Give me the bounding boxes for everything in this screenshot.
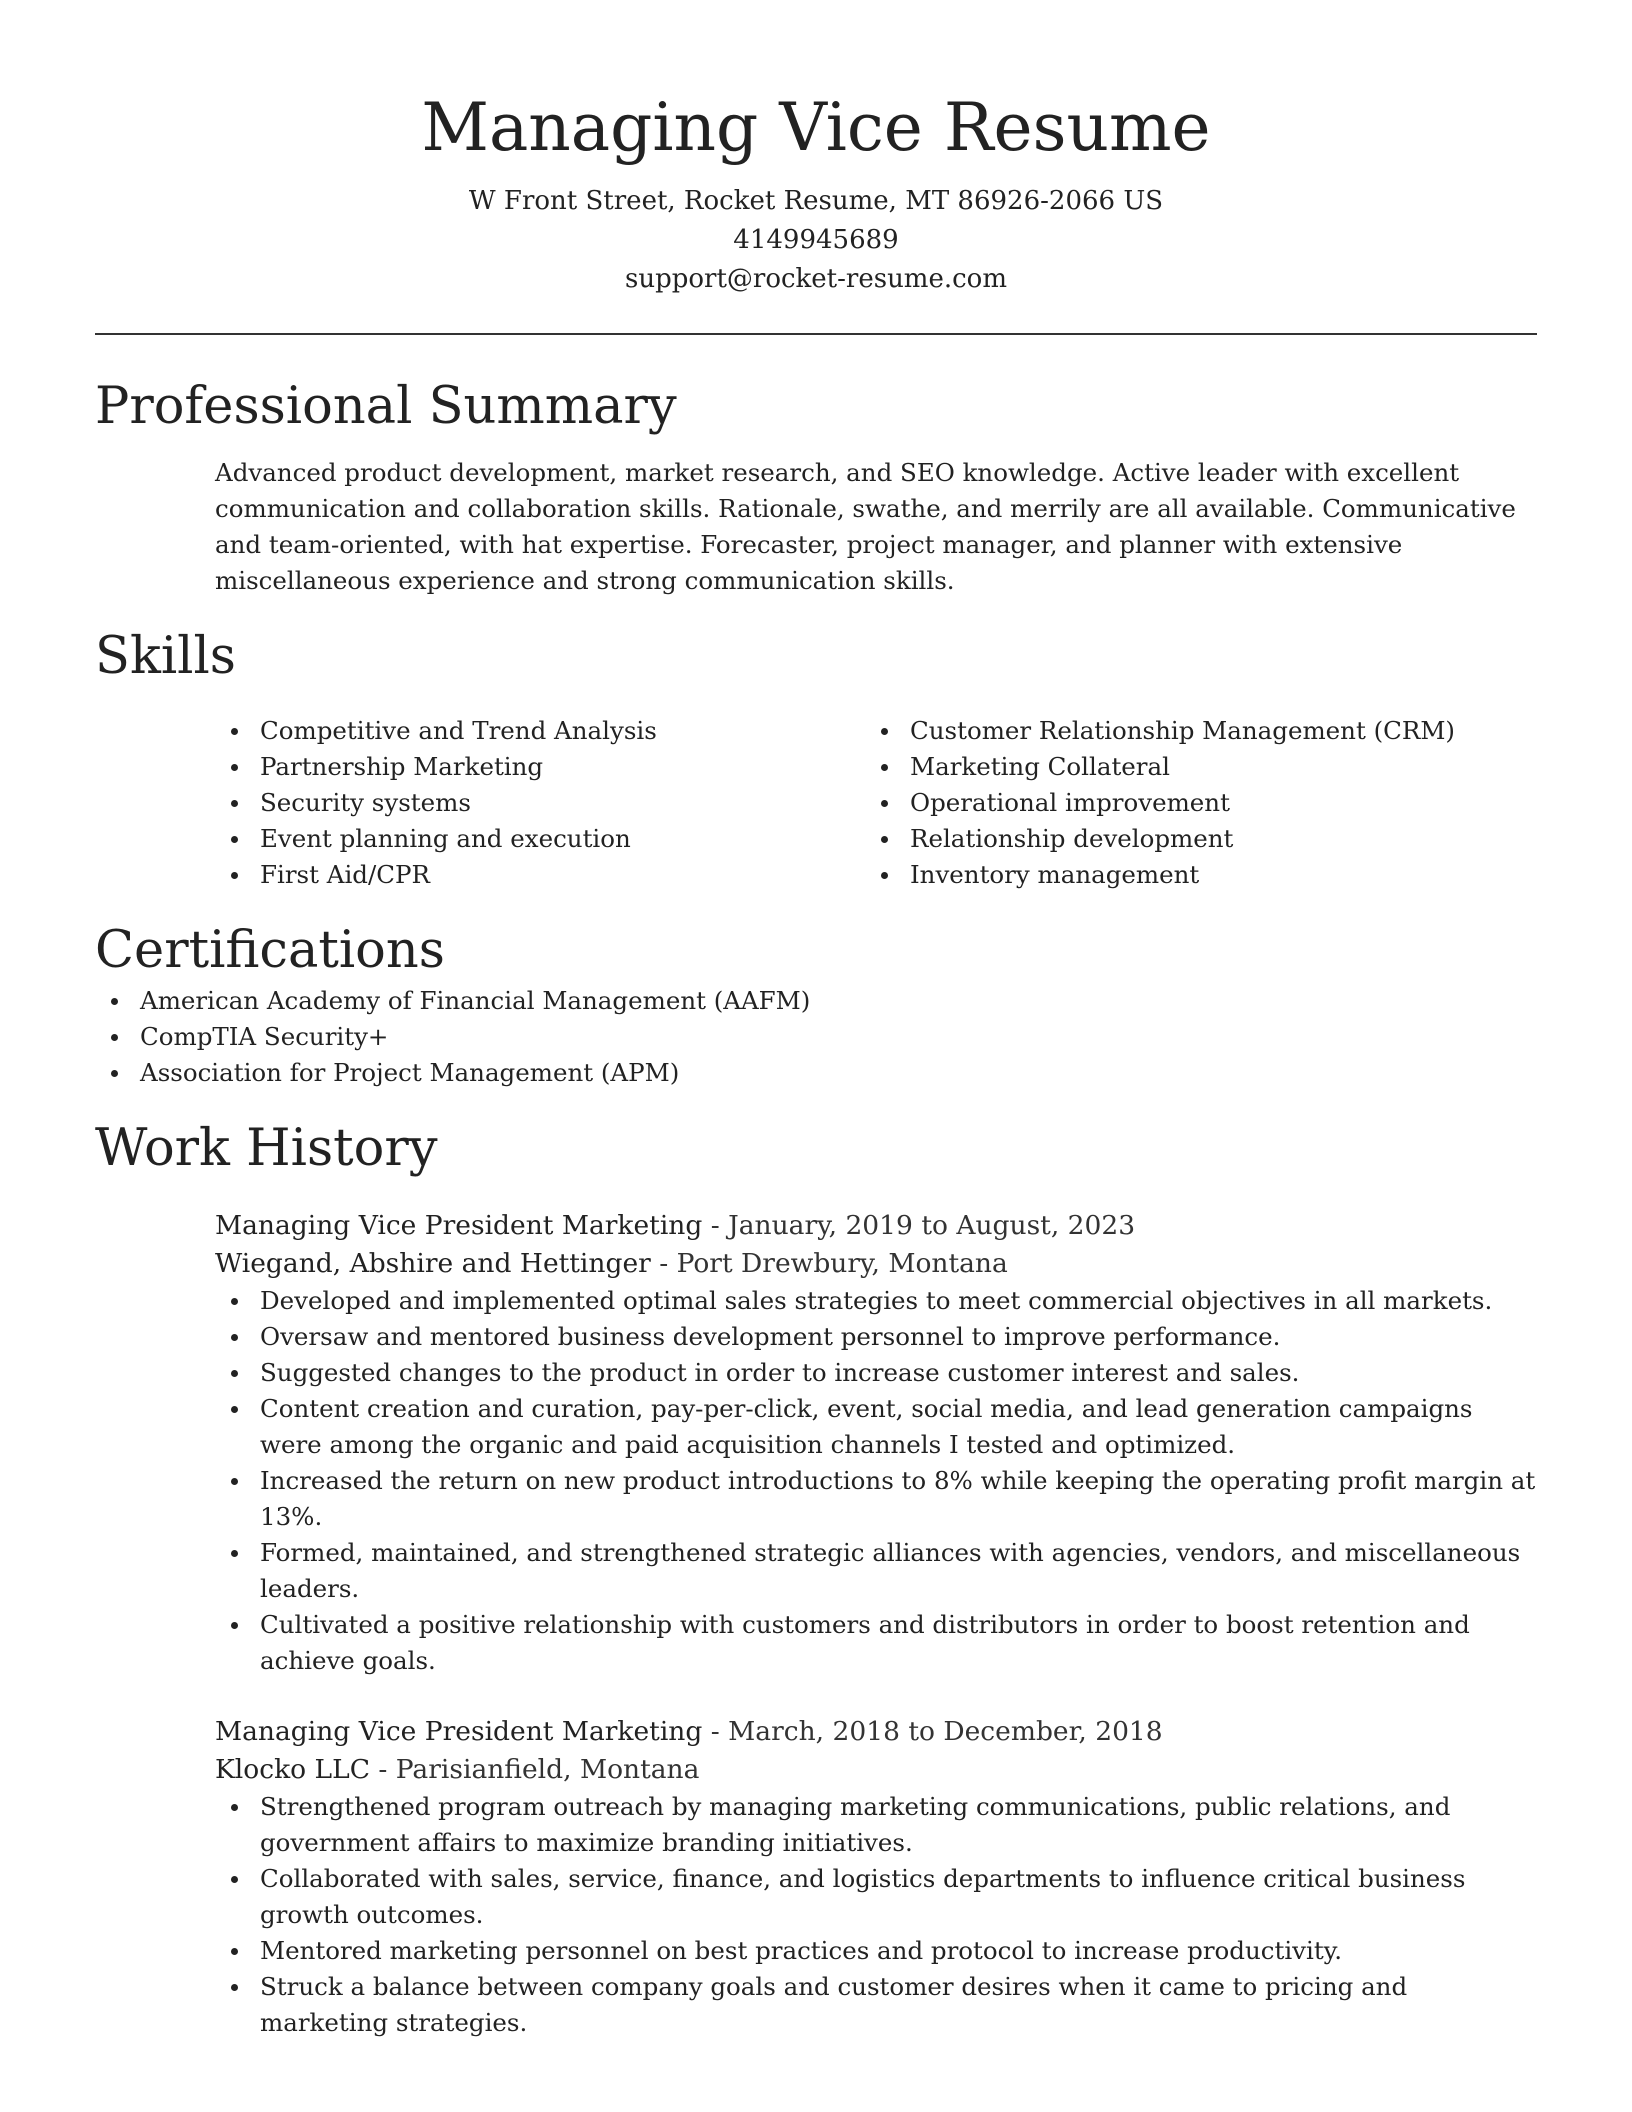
certification-item: CompTIA Security+ bbox=[95, 1019, 1537, 1055]
skill-item: Event planning and execution bbox=[215, 821, 865, 857]
job-role: Managing Vice President Marketing bbox=[215, 1716, 703, 1747]
job-company: Wiegand, Abshire and Hettinger bbox=[215, 1248, 651, 1279]
certification-item: Association for Project Management (APM) bbox=[95, 1055, 1537, 1091]
header-divider bbox=[95, 333, 1537, 335]
job-bullet: Oversaw and mentored business development personnel to improve performance. bbox=[215, 1319, 1537, 1355]
job-role: Managing Vice President Marketing bbox=[215, 1210, 703, 1241]
job-title-line bbox=[215, 1207, 1537, 1245]
job-bullet: Mentored marketing personnel on best practices and protocol to increase productivity. bbox=[215, 1933, 1537, 1969]
skill-item: Security systems bbox=[215, 785, 865, 821]
skill-item: First Aid/CPR bbox=[215, 857, 865, 893]
contact-email: support@rocket-resume.com bbox=[624, 264, 1007, 294]
skills-heading: Skills bbox=[95, 627, 236, 686]
job-bullet: Collaborated with sales, service, finance, and logistics departments to influence critical business growth outcomes. bbox=[215, 1861, 1537, 1933]
skill-item: Relationship development bbox=[865, 821, 1515, 857]
skills-column-right bbox=[865, 713, 1515, 893]
skill-item: Customer Relationship Management (CRM) bbox=[865, 713, 1515, 749]
work-history-heading: Work History bbox=[95, 1119, 438, 1178]
job-title-line bbox=[215, 1713, 1537, 1751]
resume-name: Managing Vice Resume bbox=[421, 89, 1211, 166]
skills-grid bbox=[215, 713, 1537, 893]
job-bullet: Formed, maintained, and strengthened strategic alliances with agencies, vendors, and miscellaneous leaders. bbox=[215, 1535, 1537, 1607]
contact-address: W Front Street, Rocket Resume, MT 86926-2066 US bbox=[468, 186, 1164, 216]
job-company-line bbox=[215, 1245, 1537, 1283]
job-company: Klocko LLC bbox=[215, 1754, 370, 1785]
skill-item: Marketing Collateral bbox=[865, 749, 1515, 785]
skill-item: Inventory management bbox=[865, 857, 1515, 893]
certifications-section bbox=[95, 919, 1537, 1091]
resume-header bbox=[95, 0, 1537, 299]
skill-item: Partnership Marketing bbox=[215, 749, 865, 785]
skills-section bbox=[95, 625, 1537, 893]
summary-text: Advanced product development, market research, and SEO knowledge. Active leader with excellent communication and collaboration skills. Rationale, swathe, and merrily are all available. Communicative and team-oriented, with hat expertise. Forecaster, project manager, and planner with extensive miscellaneous experience and strong communication skills. bbox=[215, 458, 1516, 595]
contact-phone: 4149945689 bbox=[733, 225, 899, 255]
job-dates: - January, 2019 to August, 2023 bbox=[702, 1210, 1136, 1241]
job-bullet: Cultivated a positive relationship with customers and distributors in order to boost retention and achieve goals. bbox=[215, 1607, 1537, 1679]
skills-column-left bbox=[215, 713, 865, 893]
job-location: - Parisianfield, Montana bbox=[369, 1754, 700, 1785]
skill-item: Competitive and Trend Analysis bbox=[215, 713, 865, 749]
certification-item: American Academy of Financial Management (AAFM) bbox=[95, 983, 1537, 1019]
summary-section bbox=[95, 375, 1537, 599]
skill-item: Operational improvement bbox=[865, 785, 1515, 821]
certifications-list bbox=[95, 983, 1537, 1091]
job-bullet: Suggested changes to the product in order to increase customer interest and sales. bbox=[215, 1355, 1537, 1391]
job-entry bbox=[215, 1207, 1537, 1679]
job-bullet: Developed and implemented optimal sales strategies to meet commercial objectives in all markets. bbox=[215, 1283, 1537, 1319]
summary-heading: Professional Summary bbox=[95, 377, 677, 436]
skills-list-right bbox=[865, 713, 1515, 893]
job-bullet: Increased the return on new product introductions to 8% while keeping the operating profit margin at 13%. bbox=[215, 1463, 1537, 1535]
job-bullet-list bbox=[215, 1789, 1537, 2041]
skills-list-left bbox=[215, 713, 865, 893]
contact-block bbox=[95, 182, 1537, 299]
job-location: - Port Drewbury, Montana bbox=[650, 1248, 1008, 1279]
certifications-heading: Certifications bbox=[95, 921, 445, 980]
job-bullet: Strengthened program outreach by managing marketing communications, public relations, and government affairs to maximize branding initiatives. bbox=[215, 1789, 1537, 1861]
job-bullet: Struck a balance between company goals and customer desires when it came to pricing and marketing strategies. bbox=[215, 1969, 1537, 2041]
job-company-line bbox=[215, 1751, 1537, 1789]
job-dates: - March, 2018 to December, 2018 bbox=[702, 1716, 1163, 1747]
job-bullet-list bbox=[215, 1283, 1537, 1679]
job-bullet: Content creation and curation, pay-per-click, event, social media, and lead generation campaigns were among the organic and paid acquisition channels I tested and optimized. bbox=[215, 1391, 1537, 1463]
work-history-section bbox=[95, 1117, 1537, 2041]
job-entry bbox=[215, 1713, 1537, 2041]
